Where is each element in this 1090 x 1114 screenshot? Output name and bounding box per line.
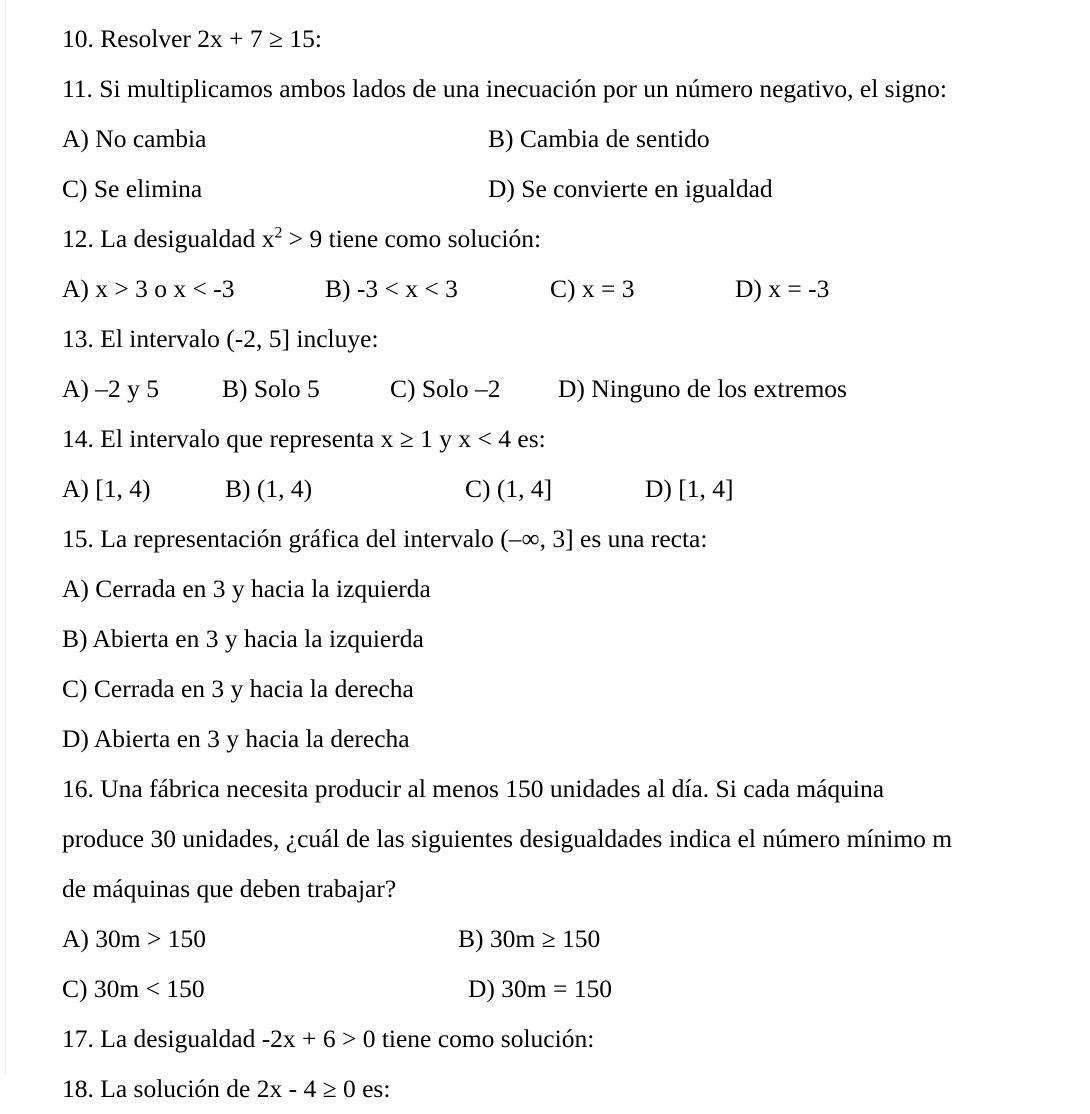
question-13-options-row	[0, 364, 1090, 414]
question-17: 17. La desigualdad -2x + 6 > 0 tiene como solución:	[62, 1024, 595, 1053]
option-d[interactable]: D) 30m = 150	[468, 974, 612, 1003]
question-16-options-row-1	[0, 914, 1090, 964]
question-18: 18. La solución de 2x - 4 ≥ 0 es:	[62, 1074, 391, 1103]
option-c[interactable]: C) x = 3	[550, 274, 635, 303]
question-12-superscript: 2	[274, 224, 283, 242]
question-12	[0, 214, 1090, 264]
question-11-options-row-1	[0, 114, 1090, 164]
option-d[interactable]: D) Se convierte en igualdad	[488, 174, 773, 203]
question-15-option-c[interactable]: C) Cerrada en 3 y hacia la derecha	[62, 674, 414, 703]
question-14-options-row	[0, 464, 1090, 514]
option-d[interactable]: D) x = -3	[735, 274, 830, 303]
question-12-text-before: 12. La desigualdad x	[62, 224, 275, 253]
option-a[interactable]: A) 30m > 150	[62, 924, 206, 953]
option-d[interactable]: D) Ninguno de los extremos	[558, 374, 847, 403]
option-a[interactable]: A) –2 y 5	[62, 374, 160, 403]
option-d[interactable]: D) [1, 4]	[645, 474, 734, 503]
question-15-option-b[interactable]: B) Abierta en 3 y hacia la izquierda	[62, 624, 424, 653]
option-c[interactable]: C) Solo –2	[390, 374, 501, 403]
question-16-line-3: de máquinas que deben trabajar?	[62, 874, 397, 903]
option-a[interactable]: A) x > 3 o x < -3	[62, 274, 235, 303]
option-a[interactable]: A) No cambia	[62, 124, 207, 153]
question-16	[0, 764, 1090, 914]
option-b[interactable]: B) 30m ≥ 150	[458, 924, 601, 953]
question-15: 15. La representación gráfica del intervalo (–∞, 3] es una recta:	[62, 524, 708, 553]
question-10: 10. Resolver 2x + 7 ≥ 15:	[62, 24, 322, 53]
question-16-line-1: 16. Una fábrica necesita producir al menos 150 unidades al día. Si cada máquina	[62, 774, 885, 803]
question-15-option-a[interactable]: A) Cerrada en 3 y hacia la izquierda	[62, 574, 431, 603]
question-11-options-row-2	[0, 164, 1090, 214]
question-16-options-row-2	[0, 964, 1090, 1014]
question-15-option-d[interactable]: D) Abierta en 3 y hacia la derecha	[62, 724, 410, 753]
option-c[interactable]: C) 30m < 150	[62, 974, 205, 1003]
option-b[interactable]: B) -3 < x < 3	[325, 274, 458, 303]
question-14: 14. El intervalo que representa x ≥ 1 y x < 4 es:	[62, 424, 546, 453]
question-12-options-row	[0, 264, 1090, 314]
option-b[interactable]: B) Cambia de sentido	[488, 124, 710, 153]
question-13: 13. El intervalo (-2, 5] incluye:	[62, 324, 379, 353]
option-a[interactable]: A) [1, 4)	[62, 474, 151, 503]
option-b[interactable]: B) Solo 5	[222, 374, 320, 403]
option-b[interactable]: B) (1, 4)	[225, 474, 313, 503]
question-16-line-2: produce 30 unidades, ¿cuál de las siguientes desigualdades indica el número mínimo m	[62, 824, 953, 853]
question-11: 11. Si multiplicamos ambos lados de una inecuación por un número negativo, el signo:	[62, 74, 948, 103]
option-c[interactable]: C) (1, 4]	[465, 474, 553, 503]
option-c[interactable]: C) Se elimina	[62, 174, 203, 203]
question-12-text-after: > 9 tiene como solución:	[282, 224, 542, 253]
